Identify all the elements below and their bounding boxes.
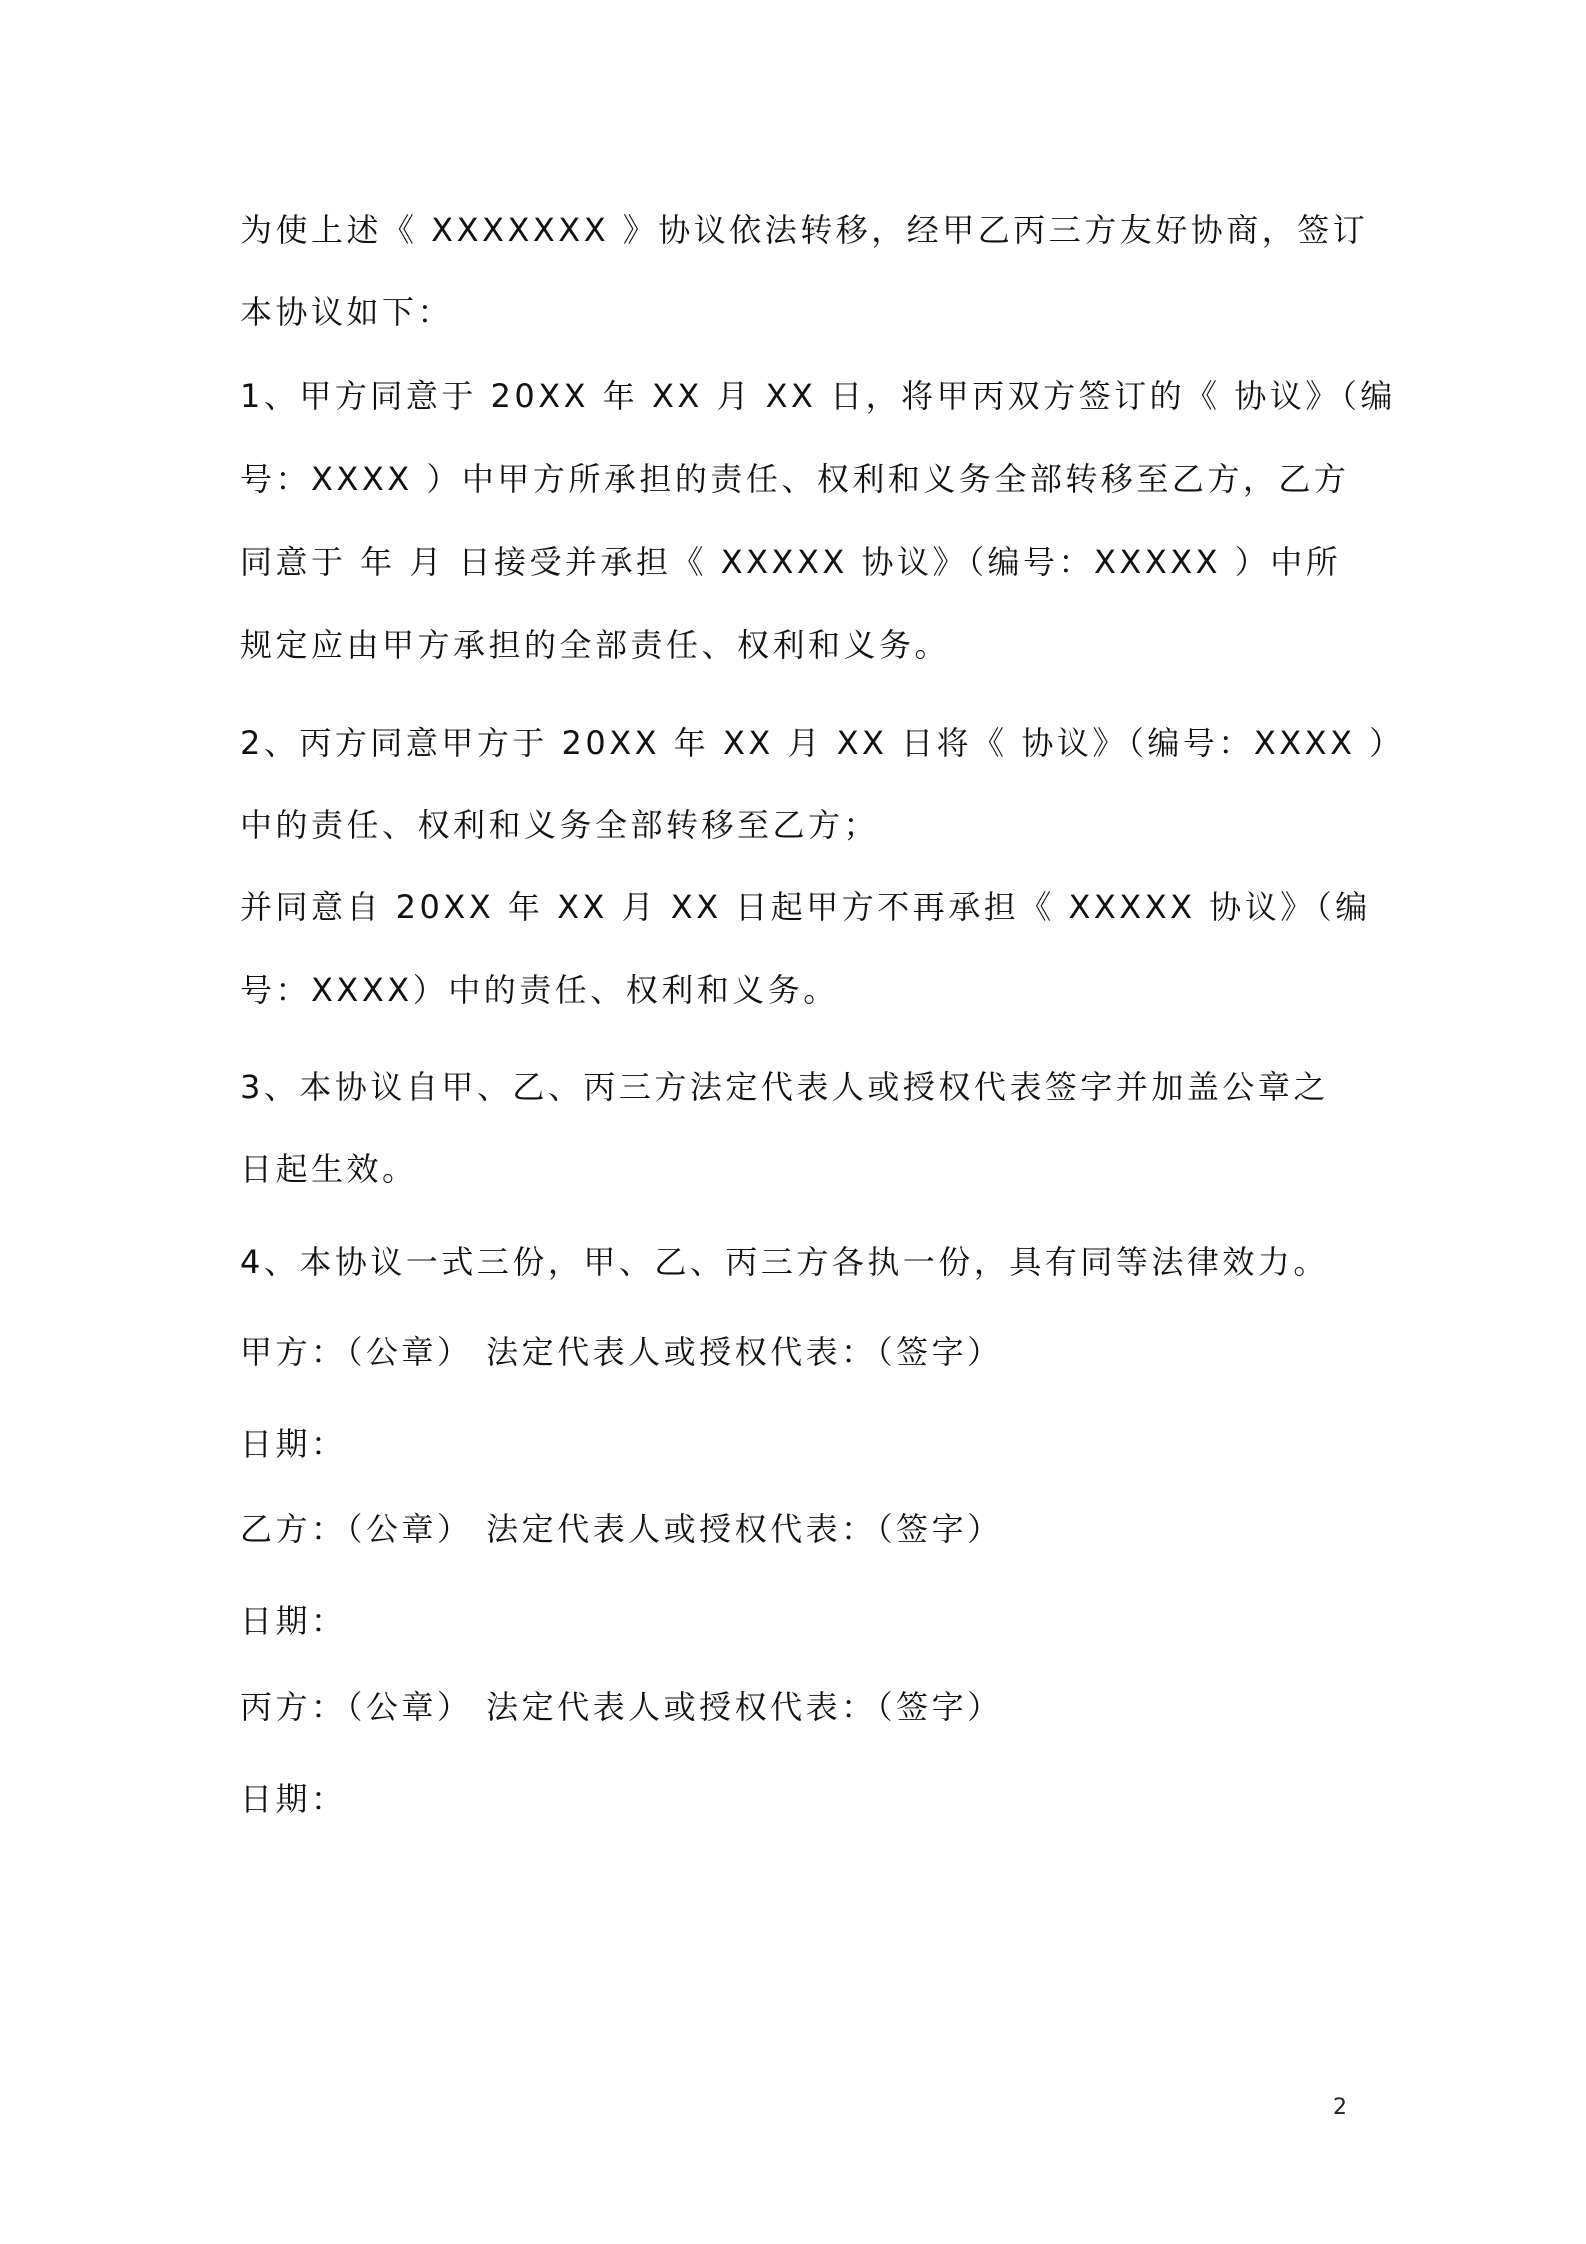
page-number: 2 bbox=[1333, 2095, 1347, 2120]
signature-date-b: 日期： bbox=[240, 1602, 347, 1640]
intro-line-1: 为使上述《 XXXXXXX 》协议依法转移，经甲乙丙三方友好协商，签订 bbox=[240, 211, 1369, 249]
signature-party-c: 丙方：（公章） 法定代表人或授权代表：（签字） bbox=[240, 1688, 1003, 1726]
signature-date-c: 日期： bbox=[240, 1780, 347, 1818]
clause-4-line-1: 4、本协议一式三份，甲、乙、丙三方各执一份，具有同等法律效力。 bbox=[240, 1243, 1329, 1281]
clause-1-line-4: 规定应由甲方承担的全部责任、权利和义务。 bbox=[240, 626, 951, 664]
intro-line-2: 本协议如下： bbox=[240, 293, 454, 331]
signature-party-b: 乙方：（公章） 法定代表人或授权代表：（签字） bbox=[240, 1510, 1003, 1548]
clause-1-line-3: 同意于 年 月 日接受并承担《 XXXXX 协议》（编号：XXXXX ）中所 bbox=[240, 543, 1342, 581]
clause-2-line-1: 2、丙方同意甲方于 20XX 年 XX 月 XX 日将《 协议》（编号：XXXX ） bbox=[240, 724, 1405, 762]
clause-3-line-2: 日起生效。 bbox=[240, 1150, 418, 1188]
signature-party-a: 甲方：（公章） 法定代表人或授权代表：（签字） bbox=[240, 1333, 1003, 1371]
signature-date-a: 日期： bbox=[240, 1425, 347, 1463]
clause-3-line-1: 3、本协议自甲、乙、丙三方法定代表人或授权代表签字并加盖公章之 bbox=[240, 1068, 1329, 1106]
clause-2-line-2: 中的责任、权利和义务全部转移至乙方； bbox=[240, 806, 880, 844]
clause-2-line-3: 并同意自 20XX 年 XX 月 XX 日起甲方不再承担《 XXXXX 协议》（编 bbox=[240, 888, 1371, 926]
clause-2-line-4: 号：XXXX）中的责任、权利和义务。 bbox=[240, 971, 839, 1009]
clause-1-line-2: 号：XXXX ）中甲方所承担的责任、权利和义务全部转移至乙方，乙方 bbox=[240, 460, 1350, 498]
clause-1-line-1: 1、甲方同意于 20XX 年 XX 月 XX 日，将甲丙双方签订的《 协议》（编 bbox=[240, 377, 1396, 415]
